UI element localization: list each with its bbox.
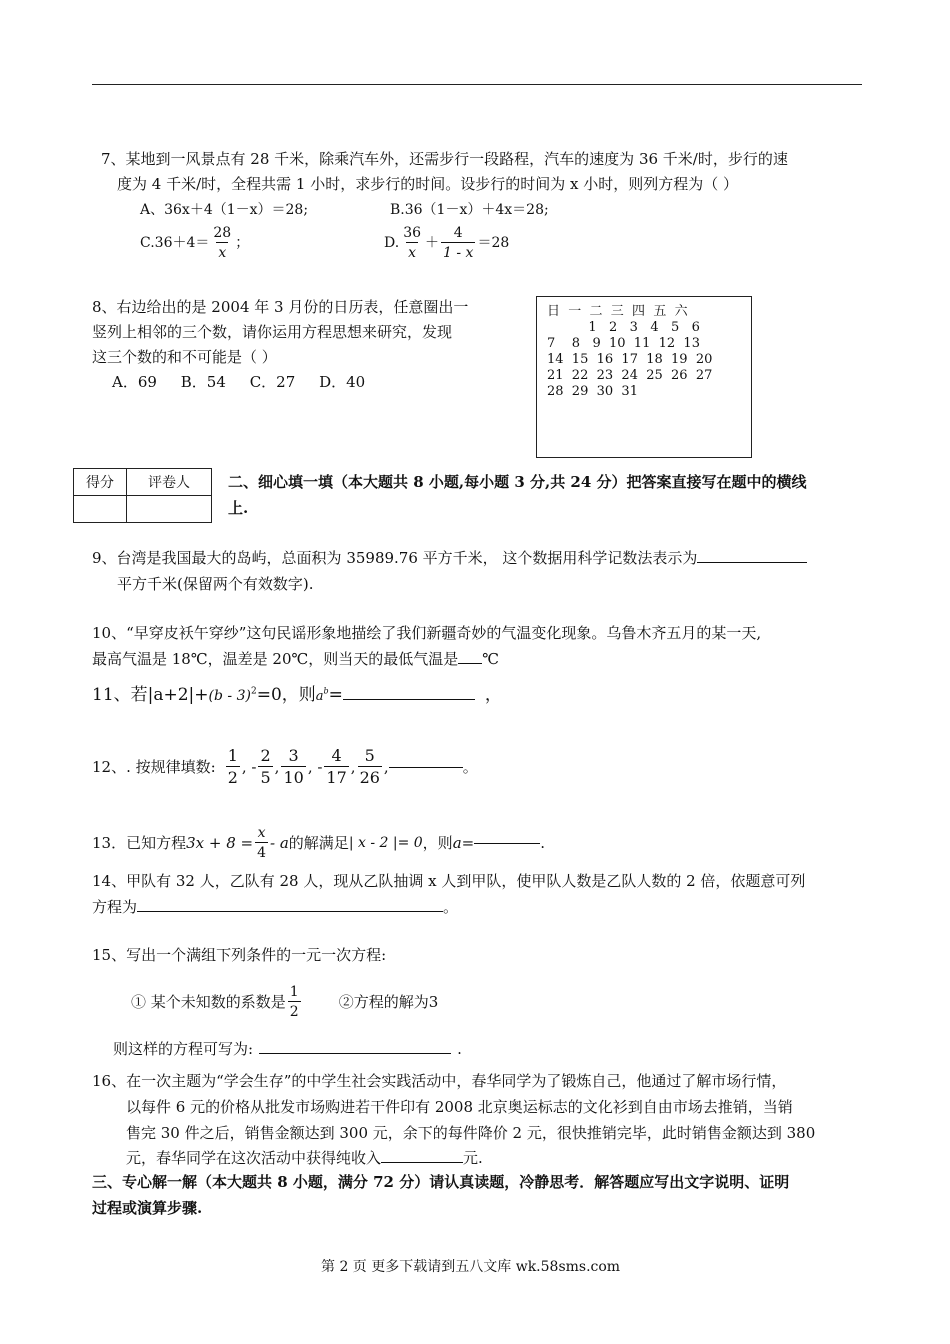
score-header: 得分 — [74, 469, 127, 496]
fraction-denominator: 2 — [227, 768, 238, 787]
q14-line1: 14、甲队有 32 人，乙队有 28 人，现从乙队抽调 x 人到甲队，使甲队人数是乙队人数的 2 倍，依题意可列 — [92, 872, 806, 890]
q7-option-d-fraction-2 — [441, 226, 475, 260]
q7-option-c — [140, 226, 249, 260]
q13-fraction — [255, 826, 268, 860]
plus-sign: ＋ — [425, 235, 440, 251]
q16-line2: 以每件 6 元的价格从批发市场购进若干件印有 2008 北京奥运标志的文化衫到自由市场去推销，当销 — [126, 1098, 793, 1116]
q13-end: . — [540, 833, 545, 852]
q13-text-then: ，则 — [422, 833, 453, 852]
q15-answer-blank[interactable] — [259, 1053, 451, 1054]
q11-equals: = — [328, 685, 343, 705]
q12-end: 。 — [462, 757, 478, 776]
fraction-denominator: x — [406, 242, 418, 260]
q14-line2 — [92, 900, 458, 915]
fraction-numerator: 1 — [227, 746, 238, 765]
calendar-row: 1 2 3 4 5 6 — [547, 320, 700, 335]
q15-condition-2: ②方程的解为3 — [338, 992, 439, 1011]
q11-base: a — [315, 689, 324, 704]
calendar-row: 21 22 23 24 25 26 27 — [547, 368, 713, 383]
fraction-denominator: 1 - x — [441, 242, 475, 260]
q7-line1: 7、某地到一风景点有 28 千米，除乘汽车外，还需步行一段路程，汽车的速度为 36 千米/时，步行的速 — [101, 150, 788, 168]
q13-equals: = — [461, 833, 475, 852]
grader-cell — [127, 496, 212, 523]
q15-end: . — [457, 1040, 462, 1058]
q12-fraction — [258, 748, 272, 786]
q10-unit: ℃ — [482, 650, 500, 668]
q13-text: 13．已知方程 — [92, 833, 187, 852]
q13-absolute-value: | x - 2 |= 0 — [348, 835, 423, 851]
q13-variable: a — [452, 833, 462, 852]
calendar-row: 28 29 30 31 — [547, 384, 638, 399]
q16-end: 元. — [463, 1149, 483, 1167]
q13 — [92, 826, 545, 860]
grader-header: 评卷人 — [127, 469, 212, 496]
q14-end: 。 — [443, 898, 459, 916]
q7-option-d-end: ＝28 — [477, 235, 510, 251]
q11-text: 11、若|a+2|+ — [92, 685, 209, 705]
section3-heading: 三、专心解一解（本大题共 8 小题，满分 72 分）请认真读题，冷静思考．解答题应写出文字说明、证明 — [92, 1173, 790, 1191]
fraction-numerator: 1 — [289, 984, 299, 1000]
q12-frac-sign: , - — [241, 757, 257, 776]
q13-equation-right: - a — [270, 833, 289, 852]
q13-answer-blank[interactable] — [474, 843, 540, 844]
page-footer: 第 2 页 更多下载请到五八文库 wk.58sms.com — [321, 1259, 621, 1275]
q11-answer-blank[interactable] — [343, 699, 475, 700]
q15-line1: 15、写出一个满组下列条件的一元一次方程: — [92, 946, 387, 964]
q7-line2: 度为 4 千米/时，全程共需 1 小时，求步行的时间。设步行的时间为 x 小时，则列方程为（ ） — [117, 175, 738, 193]
fraction-denominator: 10 — [283, 768, 304, 787]
fraction-numerator: 4 — [331, 746, 342, 765]
fraction-numerator: 36 — [403, 225, 422, 241]
q10-line2 — [92, 652, 499, 667]
q11-power: b — [323, 686, 329, 696]
q7-option-d — [384, 226, 509, 260]
q8-options: A．69 B．54 C．27 D．40 — [112, 373, 366, 391]
score-cell — [74, 496, 127, 523]
q16-line1: 16、在一次主题为“学会生存”的中学生社会实践活动中，春华同学为了锻炼自己，他通过了解市场行情， — [92, 1072, 787, 1090]
fraction-denominator: 5 — [260, 768, 271, 787]
q14-text: 方程为 — [92, 898, 138, 916]
fraction-denominator: x — [216, 242, 228, 260]
q12-comma: , — [383, 757, 389, 776]
header-rule — [92, 84, 862, 85]
fraction-numerator: x — [257, 825, 266, 841]
q11-exponent: 2 — [250, 686, 257, 697]
q12-fraction — [324, 748, 348, 786]
calendar-box — [536, 296, 752, 458]
q15-fraction — [288, 985, 301, 1019]
q11-expression: (b - 3) — [208, 688, 251, 704]
q12 — [92, 748, 478, 786]
fraction-numerator: 3 — [288, 746, 299, 765]
q12-frac-sign: , - — [307, 757, 323, 776]
section2-heading: 二、细心填一填（本大题共 8 小题,每小题 3 分,共 24 分）把答案直接写在题中的横线 — [228, 473, 807, 491]
q10-line1: 10、“早穿皮袄午穿纱”这句民谣形象地描绘了我们新疆奇妙的气温变化现象。乌鲁木齐五月的某一天, — [92, 624, 762, 642]
q12-frac-sign: , — [274, 757, 280, 776]
q11-end: ， — [484, 685, 502, 705]
fraction-denominator: 26 — [359, 768, 380, 787]
q7-option-c-end: ； — [235, 235, 250, 251]
q12-fraction — [358, 748, 382, 786]
q7-option-c-text: C.36＋4＝ — [140, 235, 210, 251]
q9-answer-blank[interactable] — [697, 562, 807, 563]
q16-answer-blank[interactable] — [381, 1162, 463, 1163]
fraction-numerator: 2 — [260, 746, 271, 765]
q12-answer-blank[interactable] — [389, 767, 463, 768]
fraction-numerator: 5 — [364, 746, 375, 765]
q9-text: 9、台湾是我国最大的岛屿，总面积为 35989.76 平方千米， 这个数据用科学记数法表示为 — [92, 549, 698, 567]
q12-text: 12、. 按规律填数: — [92, 757, 216, 776]
fraction-denominator: 17 — [326, 768, 347, 787]
fraction-numerator: 4 — [453, 225, 463, 241]
q12-fraction — [226, 748, 240, 786]
q7-option-b: B.36（1－x）＋4x＝28; — [390, 202, 549, 218]
fraction-denominator: 4 — [255, 842, 268, 860]
q10-answer-blank[interactable] — [458, 663, 482, 664]
q8-line1: 8、右边给出的是 2004 年 3 月份的日历表，任意圈出一 — [92, 298, 469, 316]
q13-text-mid: 的解满足 — [288, 833, 349, 852]
q7-option-c-fraction — [211, 226, 233, 260]
q7-option-d-label: D. — [384, 235, 400, 251]
q16-line3: 售完 30 件之后，销售金额达到 300 元，余下的每件降价 2 元，很快推销完毕，此时销售金额达到 380 — [126, 1124, 816, 1142]
q7-option-d-fraction-1 — [401, 226, 423, 260]
fraction-numerator: 28 — [213, 225, 232, 241]
q10-text: 最高气温是 18℃，温差是 20℃，则当天的最低气温是 — [92, 650, 459, 668]
q15-line3 — [113, 1042, 462, 1057]
score-table — [73, 468, 212, 523]
q15-text: 则这样的方程可写为: — [113, 1040, 254, 1058]
q16-text: 元，春华同学在这次活动中获得纯收入 — [126, 1149, 382, 1167]
calendar-row: 14 15 16 17 18 19 20 — [547, 352, 713, 367]
calendar-header: 日 一 二 三 四 五 六 — [547, 304, 688, 319]
q11 — [92, 687, 502, 704]
q15-condition-1: ① 某个未知数的系数是 — [131, 992, 286, 1011]
q12-fraction — [281, 748, 305, 786]
q11-text-mid: =0，则 — [256, 685, 316, 705]
q13-equation-left: 3x + 8 = — [186, 833, 254, 852]
q9-line2: 平方千米(保留两个有效数字). — [117, 575, 314, 593]
q14-answer-blank[interactable] — [137, 911, 443, 912]
fraction-denominator: 2 — [288, 1001, 301, 1019]
q8-line3: 这三个数的和不可能是（ ） — [92, 348, 277, 366]
section3-heading-cont: 过程或演算步骤. — [92, 1199, 203, 1217]
q12-frac-sign: , — [350, 757, 356, 776]
q16-line4 — [126, 1151, 483, 1166]
q15-conditions — [131, 985, 438, 1019]
q9-line1 — [92, 551, 807, 566]
q7-option-a: A、36x＋4（1－x）＝28; — [140, 202, 309, 218]
calendar-row: 7 8 9 10 11 12 13 — [547, 336, 700, 351]
section2-heading-cont: 上. — [228, 499, 249, 517]
q8-line2: 竖列上相邻的三个数，请你运用方程思想来研究，发现 — [92, 323, 453, 341]
